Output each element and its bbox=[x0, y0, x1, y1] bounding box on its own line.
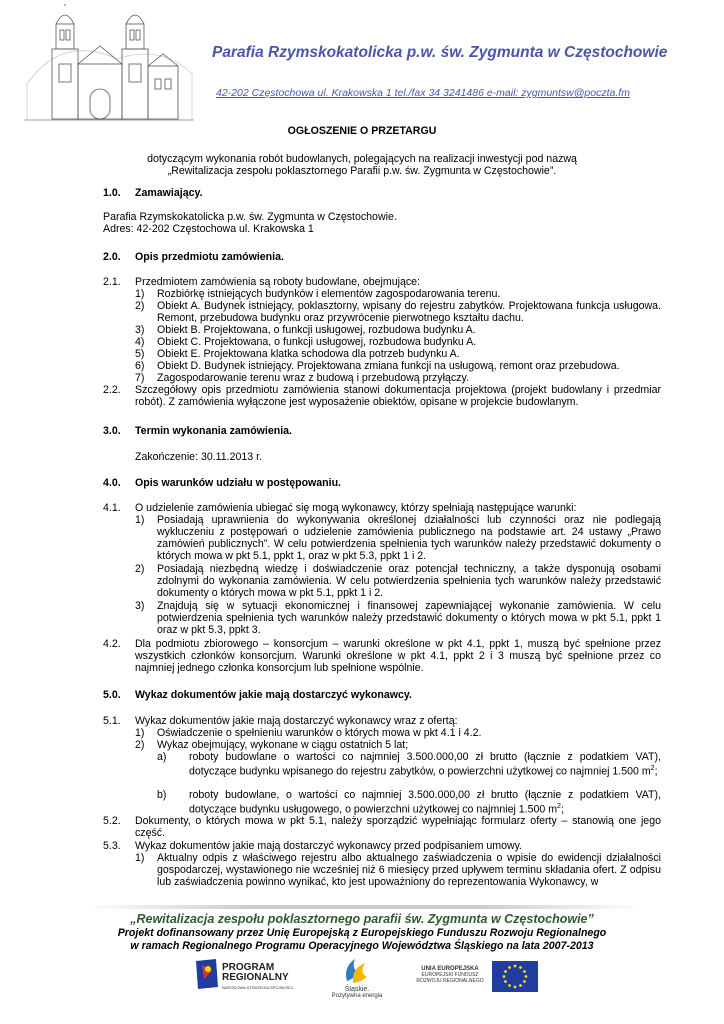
paragraph-text: O udzielenie zamówienia ubiegać się mogą wykonawcy, którzy spełniają następujące warunki: bbox=[135, 502, 577, 514]
paragraph-number: 4.1. bbox=[103, 502, 121, 514]
section-title: Wykaz dokumentów jakie mają dostarczyć wykonawcy. bbox=[135, 689, 412, 701]
list-item-number: 5) bbox=[135, 348, 145, 360]
paragraph-number: 5.1. bbox=[103, 715, 121, 727]
paragraph-number: 2.2. bbox=[103, 384, 121, 396]
paragraph-number: 5.2. bbox=[103, 815, 121, 827]
list-item: Wykaz obejmujący, wykonane w ciągu ostatnich 5 lat; bbox=[157, 739, 409, 751]
list-item: Posiadają uprawnienia do wykonywania określonej działalności lub czynności oraz nie podlegają wykluczeniu z postępowań o udzielenie zamówienia publicznego na podstawie art. 24 ustawy „Prawo zamówień publicznych”. W celu potwierdzenia spełnienia tych warunków należy przedstawić dokumenty o których mowa w pkt 5.1, ppkt 1, oraz w pkt 5.3, ppkt 1 i 2. bbox=[157, 514, 661, 562]
completion-date: Zakończenie: 30.11.2013 r. bbox=[135, 451, 263, 463]
list-item-number: 1) bbox=[135, 727, 145, 739]
list-item: Oświadczenie o spełnieniu warunków o których mowa w pkt 4.1 i 4.2. bbox=[157, 727, 482, 739]
sub-item-letter: b) bbox=[157, 789, 167, 801]
list-item-number: 3) bbox=[135, 324, 145, 336]
sub-item: roboty budowlane o wartości co najmniej 3.500.000,00 zł brutto (łącznie z podatkiem VAT), dotyczące budynku wpisanego do rejestru zabytków, o powierzchni użytkowej co najmniej 1.500 $m^2$; bbox=[189, 751, 661, 778]
paragraph-text: Wykaz dokumentów jakie mają dostarczyć wykonawcy wraz z ofertą: bbox=[135, 715, 458, 727]
parish-address[interactable]: 42-202 Częstochowa ul. Krakowska 1 tel./fax 34 3241486 e-mail: zygmuntsw@poczta.fm bbox=[216, 87, 630, 99]
paragraph-text: Szczegółowy opis przedmiotu zamówienia stanowi dokumentacja projektowa (projekt budowlany i przedmiar robót). Z zamówienia wyłączone jest wyposażenie obiektów, opisane w projekcie budowlanym. bbox=[135, 384, 661, 408]
list-item-number: 1) bbox=[135, 852, 145, 864]
paragraph-text: Wykaz dokumentów jakie mają dostarczyć wykonawcy przed podpisaniem umowy. bbox=[135, 840, 523, 852]
program-regionalny-text: PROGRAM REGIONALNY NARODOWA STRATEGIA SPÓJNOŚCI bbox=[222, 962, 294, 990]
slaskie-text: Śląskie. Pozytywna energia bbox=[331, 986, 383, 999]
eu-flag-icon bbox=[492, 961, 538, 992]
section-title: Opis warunków udziału w postępowaniu. bbox=[135, 477, 342, 489]
list-item-number: 1) bbox=[135, 514, 145, 526]
list-item: Obiekt D. Budynek istniejący. Projektowana zmiana funkcji na usługową, remont oraz przebudowa. bbox=[157, 360, 620, 372]
list-item: Obiekt C. Projektowana, o funkcji usługowej, rozbudowa budynku A. bbox=[157, 336, 477, 348]
orderer-name: Parafia Rzymskokatolicka p.w. św. Zygmunta w Częstochowie. bbox=[103, 211, 397, 223]
paragraph-number: 2.1. bbox=[103, 276, 121, 288]
list-item-number: 6) bbox=[135, 360, 145, 372]
church-illustration bbox=[22, 4, 197, 122]
section-title: Opis przedmiotu zamówienia. bbox=[135, 251, 284, 263]
list-item: Znajdują się w sytuacji ekonomicznej i finansowej zapewniającej wykonanie zamówienia. W celu potwierdzenia spełnienia tych warunków należy przedstawić dokumenty o których mowa w pkt 5.1, ppkt 1 oraz w pkt 5.3, ppkt 3. bbox=[157, 600, 661, 636]
list-item-number: 1) bbox=[135, 288, 145, 300]
section-number: 5.0. bbox=[103, 689, 121, 701]
list-item-number: 2) bbox=[135, 563, 145, 575]
list-item: Obiekt A. Budynek istniejący, poklasztorny, wpisany do rejestru zabytków. Projektowana funkcja usługowa. Remont, przebudowa budynku oraz przywrócenie pierwotnego kształtu dachu. bbox=[157, 300, 661, 324]
intro-line-2: „Rewitalizacja zespołu poklasztornego Parafii p.w. św. Zygmunta w Częstochowie”. bbox=[167, 165, 557, 177]
paragraph-text: Przedmiotem zamówienia są roboty budowlane, obejmujące: bbox=[135, 276, 421, 288]
paragraph-number: 4.2. bbox=[103, 638, 121, 650]
paragraph-number: 5.3. bbox=[103, 840, 121, 852]
list-item: Posiadają niezbędną wiedzę i doświadczenie oraz potencjał techniczny, a także dysponują osobami zdolnymi do wykonania zamówienia. W celu potwierdzenia spełnienia tych warunków należy przedstawić dokumenty o których mowa w pkt 5.1, ppkt 1 i 2. bbox=[157, 563, 661, 599]
section-title: Termin wykonania zamówienia. bbox=[135, 425, 292, 437]
document-heading: OGŁOSZENIE O PRZETARGU bbox=[287, 125, 437, 137]
list-item-number: 4) bbox=[135, 336, 145, 348]
section-number: 4.0. bbox=[103, 477, 121, 489]
footer-program-line: w ramach Regionalnego Programu Operacyjnego Województwa Śląskiego na lata 2007-2013 bbox=[130, 940, 594, 952]
section-number: 2.0. bbox=[103, 251, 121, 263]
paragraph-text: Dla podmiotu zbiorowego – konsorcjum – warunki określone w pkt 4.1, ppkt 1, muszą być spełnione przez wszystkich członków konsorcjum. Warunki określone w pkt 4.1, ppkt 2 i 3 muszą być spełnione przez co najmniej jednego członka konsorcjum lub spełnione wspólnie. bbox=[135, 638, 661, 674]
list-item: Obiekt E. Projektowana klatka schodowa dla potrzeb budynku A. bbox=[157, 348, 460, 360]
program-regionalny-logo bbox=[194, 957, 220, 991]
footer-project-title: „Rewitalizacja zespołu poklasztornego parafii św. Zygmunta w Częstochowie” bbox=[130, 912, 594, 926]
section-number: 1.0. bbox=[103, 187, 121, 199]
footer-divider bbox=[84, 905, 644, 909]
footer-funding-line: Projekt dofinansowany przez Unię Europejską z Europejskiego Funduszu Rozwoju Regionalnego bbox=[117, 927, 607, 939]
list-item: Zagospodarowanie terenu wraz z budową i przebudową przyłączy. bbox=[157, 372, 469, 384]
list-item-number: 3) bbox=[135, 600, 145, 612]
list-item: Rozbiórkę istniejących budynków i elementów zagospodarowania terenu. bbox=[157, 288, 501, 300]
section-number: 3.0. bbox=[103, 425, 121, 437]
list-item-number: 7) bbox=[135, 372, 145, 384]
intro-line-1: dotyczącym wykonania robót budowlanych, polegających na realizacji inwestycji pod nazwą bbox=[147, 153, 577, 165]
sub-item: roboty budowlane, o wartości co najmniej 3.500.000,00 zł brutto (łącznie z podatkiem VAT), dotyczące budynku usługowego, o powierzchni użytkowej co najmniej 1.500 $m^2$; bbox=[189, 789, 661, 816]
section-title: Zamawiający. bbox=[135, 187, 203, 199]
paragraph-text: Dokumenty, o których mowa w pkt 5.1, należy sporządzić wypełniając formularz oferty – stanowią one jego część. bbox=[135, 815, 661, 839]
list-item-number: 2) bbox=[135, 300, 145, 312]
orderer-address: Adres: 42-202 Częstochowa ul. Krakowska 1 bbox=[103, 223, 314, 235]
slaskie-logo bbox=[341, 953, 371, 987]
eu-fund-text: UNIA EUROPEJSKA EUROPEJSKI FUNDUSZ ROZWOJU REGIONALNEGO bbox=[416, 966, 484, 984]
list-item-number: 2) bbox=[135, 739, 145, 751]
list-item: Obiekt B. Projektowana, o funkcji usługowej, rozbudowa budynku A. bbox=[157, 324, 476, 336]
sub-item-letter: a) bbox=[157, 751, 167, 763]
parish-title: Parafia Rzymskokatolicka p.w. św. Zygmunta w Częstochowie bbox=[212, 44, 668, 61]
list-item: Aktualny odpis z właściwego rejestru albo aktualnego zaświadczenia o wpisie do ewidencji działalności gospodarczej, wystawionego nie wcześniej niż 6 miesięcy przed upływem terminu składania ofert. Z odpisu lub zaświadczenia powinno wynikać, kto jest upoważniony do reprezentowania Wykonawcy, w bbox=[157, 852, 661, 888]
